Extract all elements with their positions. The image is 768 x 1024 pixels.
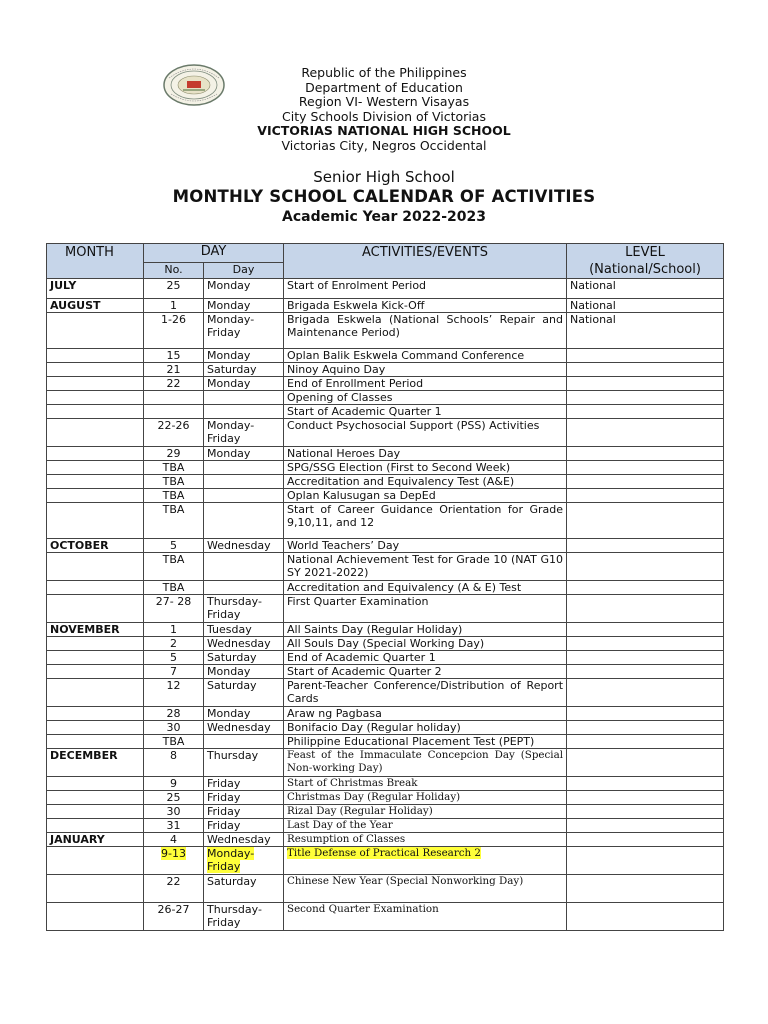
day-number-cell: TBA (144, 553, 204, 581)
level-cell (567, 553, 724, 581)
calendar-row (47, 623, 724, 637)
level-cell (567, 447, 724, 461)
header-day-name: Day (204, 263, 284, 279)
month-cell (47, 475, 144, 489)
calendar-row (47, 595, 724, 623)
month-cell (47, 461, 144, 475)
month-cell (47, 665, 144, 679)
level-cell (567, 707, 724, 721)
day-number-cell: 12 (144, 679, 204, 707)
day-name-cell (204, 503, 284, 539)
highlighted-text: Title Defense of Practical Research 2 (287, 847, 481, 859)
calendar-row (47, 447, 724, 461)
activity-cell: Last Day of the Year (284, 819, 567, 833)
day-name-cell: Monday (204, 707, 284, 721)
day-name-cell (204, 553, 284, 581)
calendar-row (47, 489, 724, 503)
level-cell (567, 539, 724, 553)
activity-cell: Start of Academic Quarter 1 (284, 405, 567, 419)
calendar-row (47, 279, 724, 299)
activity-cell: Brigada Eskwela Kick-Off (284, 299, 567, 313)
activity-cell: Accreditation and Equivalency (A & E) Test (284, 581, 567, 595)
header-day-no: No. (144, 263, 204, 279)
calendar-row (47, 903, 724, 931)
day-number-cell: 22 (144, 377, 204, 391)
calendar-row (47, 735, 724, 749)
day-number-cell: 4 (144, 833, 204, 847)
calendar-row (47, 847, 724, 875)
activity-cell: Oplan Kalusugan sa DepEd (284, 489, 567, 503)
day-number-cell: TBA (144, 581, 204, 595)
day-name-cell: Monday-Friday (204, 419, 284, 447)
header-line-department: Department of Education (305, 79, 463, 95)
day-number-cell: TBA (144, 489, 204, 503)
month-cell: OCTOBER (47, 539, 144, 553)
activity-cell: Second Quarter Examination (284, 903, 567, 931)
month-cell (47, 447, 144, 461)
level-cell (567, 651, 724, 665)
calendar-row (47, 777, 724, 791)
day-number-cell: 30 (144, 805, 204, 819)
day-number-cell: TBA (144, 461, 204, 475)
day-name-cell: Friday (204, 777, 284, 791)
day-number-cell: 29 (144, 447, 204, 461)
header-line-division: City Schools Division of Victorias (282, 108, 486, 124)
activity-cell: Opening of Classes (284, 391, 567, 405)
day-number-cell: 21 (144, 363, 204, 377)
day-number-cell: 1-26 (144, 313, 204, 349)
day-name-cell: Wednesday (204, 721, 284, 735)
activity-cell: Bonifacio Day (Regular holiday) (284, 721, 567, 735)
month-cell: AUGUST (47, 299, 144, 313)
calendar-row (47, 405, 724, 419)
month-cell (47, 313, 144, 349)
calendar-row (47, 475, 724, 489)
day-name-cell: Saturday (204, 679, 284, 707)
calendar-table (46, 243, 724, 931)
day-name-cell (204, 461, 284, 475)
month-cell (47, 819, 144, 833)
calendar-row (47, 461, 724, 475)
calendar-row (47, 721, 724, 735)
day-name-cell: Monday (204, 349, 284, 363)
calendar-row (47, 651, 724, 665)
month-cell (47, 349, 144, 363)
month-cell (47, 903, 144, 931)
level-cell (567, 665, 724, 679)
day-name-cell (204, 847, 284, 875)
day-number-cell (144, 847, 204, 875)
month-cell: NOVEMBER (47, 623, 144, 637)
level-cell: National (567, 313, 724, 349)
day-name-cell: Wednesday (204, 637, 284, 651)
highlighted-text: 9-13 (161, 847, 186, 860)
document-title: MONTHLY SCHOOL CALENDAR OF ACTIVITIES (172, 187, 596, 206)
day-name-cell: Friday (204, 805, 284, 819)
activity-cell: Oplan Balik Eskwela Command Conference (284, 349, 567, 363)
highlighted-text: Monday-Friday (207, 847, 255, 873)
calendar-row (47, 819, 724, 833)
day-number-cell: 25 (144, 791, 204, 805)
month-cell (47, 651, 144, 665)
calendar-row (47, 313, 724, 349)
calendar-row (47, 707, 724, 721)
day-number-cell: TBA (144, 503, 204, 539)
level-cell (567, 405, 724, 419)
calendar-body (47, 279, 724, 931)
month-cell: JANUARY (47, 833, 144, 847)
month-cell (47, 707, 144, 721)
month-cell (47, 679, 144, 707)
day-number-cell: 2 (144, 637, 204, 651)
activity-cell: Philippine Educational Placement Test (PEPT) (284, 735, 567, 749)
header-month: MONTH (47, 244, 144, 279)
level-cell (567, 475, 724, 489)
day-number-cell: 9 (144, 777, 204, 791)
level-cell (567, 875, 724, 903)
level-cell (567, 419, 724, 447)
header-day: DAY (144, 244, 284, 263)
day-name-cell: Monday (204, 299, 284, 313)
day-name-cell: Monday (204, 665, 284, 679)
level-cell (567, 679, 724, 707)
activity-cell (284, 847, 567, 875)
calendar-row (47, 349, 724, 363)
calendar-row (47, 665, 724, 679)
level-cell (567, 595, 724, 623)
day-name-cell: Saturday (204, 651, 284, 665)
day-name-cell (204, 489, 284, 503)
day-number-cell: 8 (144, 749, 204, 777)
month-cell (47, 581, 144, 595)
day-name-cell (204, 475, 284, 489)
day-name-cell: Saturday (204, 875, 284, 903)
month-cell (47, 875, 144, 903)
calendar-row (47, 833, 724, 847)
calendar-row (47, 299, 724, 313)
activity-cell: Rizal Day (Regular Holiday) (284, 805, 567, 819)
activity-cell: Parent-Teacher Conference/Distribution of Report Cards (284, 679, 567, 707)
header-line-republic: Republic of the Philippines (301, 65, 467, 80)
level-cell (567, 363, 724, 377)
day-name-cell: Thursday-Friday (204, 595, 284, 623)
calendar-row (47, 539, 724, 553)
day-name-cell: Wednesday (204, 539, 284, 553)
calendar-row (47, 363, 724, 377)
activity-cell: All Saints Day (Regular Holiday) (284, 623, 567, 637)
day-number-cell: 1 (144, 623, 204, 637)
activity-cell: Conduct Psychosocial Support (PSS) Activities (284, 419, 567, 447)
day-number-cell: 30 (144, 721, 204, 735)
day-number-cell: 5 (144, 539, 204, 553)
activity-cell: Feast of the Immaculate Concepcion Day (Special Non-working Day) (284, 749, 567, 777)
month-cell (47, 391, 144, 405)
activity-cell: Araw ng Pagbasa (284, 707, 567, 721)
day-number-cell: 1 (144, 299, 204, 313)
day-name-cell: Monday (204, 279, 284, 299)
activity-cell: World Teachers’ Day (284, 539, 567, 553)
month-cell: DECEMBER (47, 749, 144, 777)
letterhead (0, 66, 768, 154)
calendar-row (47, 805, 724, 819)
level-cell (567, 581, 724, 595)
day-number-cell: 22-26 (144, 419, 204, 447)
month-cell (47, 637, 144, 651)
header-level-subtitle: (National/School) (589, 262, 701, 277)
month-cell (47, 805, 144, 819)
day-number-cell: 26-27 (144, 903, 204, 931)
month-cell (47, 553, 144, 581)
calendar-row (47, 875, 724, 903)
school-name: VICTORIAS NATIONAL HIGH SCHOOL (257, 123, 511, 139)
day-name-cell: Monday (204, 447, 284, 461)
activity-cell: Start of Christmas Break (284, 777, 567, 791)
activity-cell: Start of Enrolment Period (284, 279, 567, 299)
day-name-cell: Thursday-Friday (204, 903, 284, 931)
level-cell (567, 503, 724, 539)
activity-cell: Start of Career Guidance Orientation for Grade 9,10,11, and 12 (284, 503, 567, 539)
day-number-cell: 28 (144, 707, 204, 721)
day-number-cell: 31 (144, 819, 204, 833)
month-cell (47, 503, 144, 539)
day-name-cell: Monday (204, 377, 284, 391)
activity-cell: Ninoy Aquino Day (284, 363, 567, 377)
calendar-row (47, 391, 724, 405)
header-line-region: Region VI- Western Visayas (298, 94, 470, 110)
school-location: Victorias City, Negros Occidental (281, 137, 487, 153)
day-name-cell: Friday (204, 819, 284, 833)
month-cell (47, 419, 144, 447)
month-cell (47, 847, 144, 875)
day-name-cell: Saturday (204, 363, 284, 377)
month-cell (47, 777, 144, 791)
level-cell (567, 805, 724, 819)
level-cell (567, 489, 724, 503)
day-name-cell: Friday (204, 791, 284, 805)
document-subtitle: Senior High School (313, 168, 455, 186)
level-cell (567, 735, 724, 749)
level-cell (567, 391, 724, 405)
academic-year: Academic Year 2022-2023 (282, 209, 486, 225)
day-number-cell: 25 (144, 279, 204, 299)
day-name-cell: Wednesday (204, 833, 284, 847)
level-cell (567, 623, 724, 637)
activity-cell: Start of Academic Quarter 2 (284, 665, 567, 679)
level-cell (567, 377, 724, 391)
calendar-row (47, 637, 724, 651)
day-number-cell: 5 (144, 651, 204, 665)
day-name-cell (204, 735, 284, 749)
month-cell (47, 791, 144, 805)
month-cell: JULY (47, 279, 144, 299)
level-cell (567, 349, 724, 363)
month-cell (47, 735, 144, 749)
activity-cell: SPG/SSG Election (First to Second Week) (284, 461, 567, 475)
activity-cell: All Souls Day (Special Working Day) (284, 637, 567, 651)
level-cell (567, 777, 724, 791)
day-name-cell (204, 405, 284, 419)
day-number-cell: TBA (144, 475, 204, 489)
level-cell (567, 847, 724, 875)
month-cell (47, 405, 144, 419)
calendar-row (47, 679, 724, 707)
activity-cell: Resumption of Classes (284, 833, 567, 847)
level-cell (567, 637, 724, 651)
day-number-cell (144, 405, 204, 419)
day-name-cell (204, 391, 284, 405)
activity-cell: Brigada Eskwela (National Schools’ Repair and Maintenance Period) (284, 313, 567, 349)
header-level (567, 244, 724, 279)
level-cell (567, 791, 724, 805)
activity-cell: First Quarter Examination (284, 595, 567, 623)
level-cell (567, 721, 724, 735)
day-number-cell: TBA (144, 735, 204, 749)
header-activities: ACTIVITIES/EVENTS (284, 244, 567, 279)
day-name-cell: Tuesday (204, 623, 284, 637)
month-cell (47, 489, 144, 503)
calendar-row (47, 581, 724, 595)
day-number-cell: 27- 28 (144, 595, 204, 623)
level-cell (567, 461, 724, 475)
calendar-row (47, 791, 724, 805)
calendar-row (47, 419, 724, 447)
level-cell (567, 833, 724, 847)
level-cell: National (567, 299, 724, 313)
month-cell (47, 363, 144, 377)
document-titles (0, 168, 768, 227)
activity-cell: National Heroes Day (284, 447, 567, 461)
activity-cell: Chinese New Year (Special Nonworking Day) (284, 875, 567, 903)
calendar-row (47, 503, 724, 539)
month-cell (47, 595, 144, 623)
activity-cell: National Achievement Test for Grade 10 (NAT G10 SY 2021-2022) (284, 553, 567, 581)
calendar-row (47, 749, 724, 777)
level-cell (567, 819, 724, 833)
day-name-cell: Thursday (204, 749, 284, 777)
level-cell: National (567, 279, 724, 299)
day-name-cell (204, 581, 284, 595)
day-name-cell: Monday-Friday (204, 313, 284, 349)
activity-cell: Accreditation and Equivalency Test (A&E) (284, 475, 567, 489)
day-number-cell (144, 391, 204, 405)
day-number-cell: 7 (144, 665, 204, 679)
day-number-cell: 15 (144, 349, 204, 363)
calendar-row (47, 553, 724, 581)
level-cell (567, 749, 724, 777)
activity-cell: End of Academic Quarter 1 (284, 651, 567, 665)
activity-cell: Christmas Day (Regular Holiday) (284, 791, 567, 805)
header-level-title: LEVEL (625, 245, 665, 260)
level-cell (567, 903, 724, 931)
month-cell (47, 721, 144, 735)
activity-cell: End of Enrollment Period (284, 377, 567, 391)
month-cell (47, 377, 144, 391)
day-number-cell: 22 (144, 875, 204, 903)
calendar-row (47, 377, 724, 391)
